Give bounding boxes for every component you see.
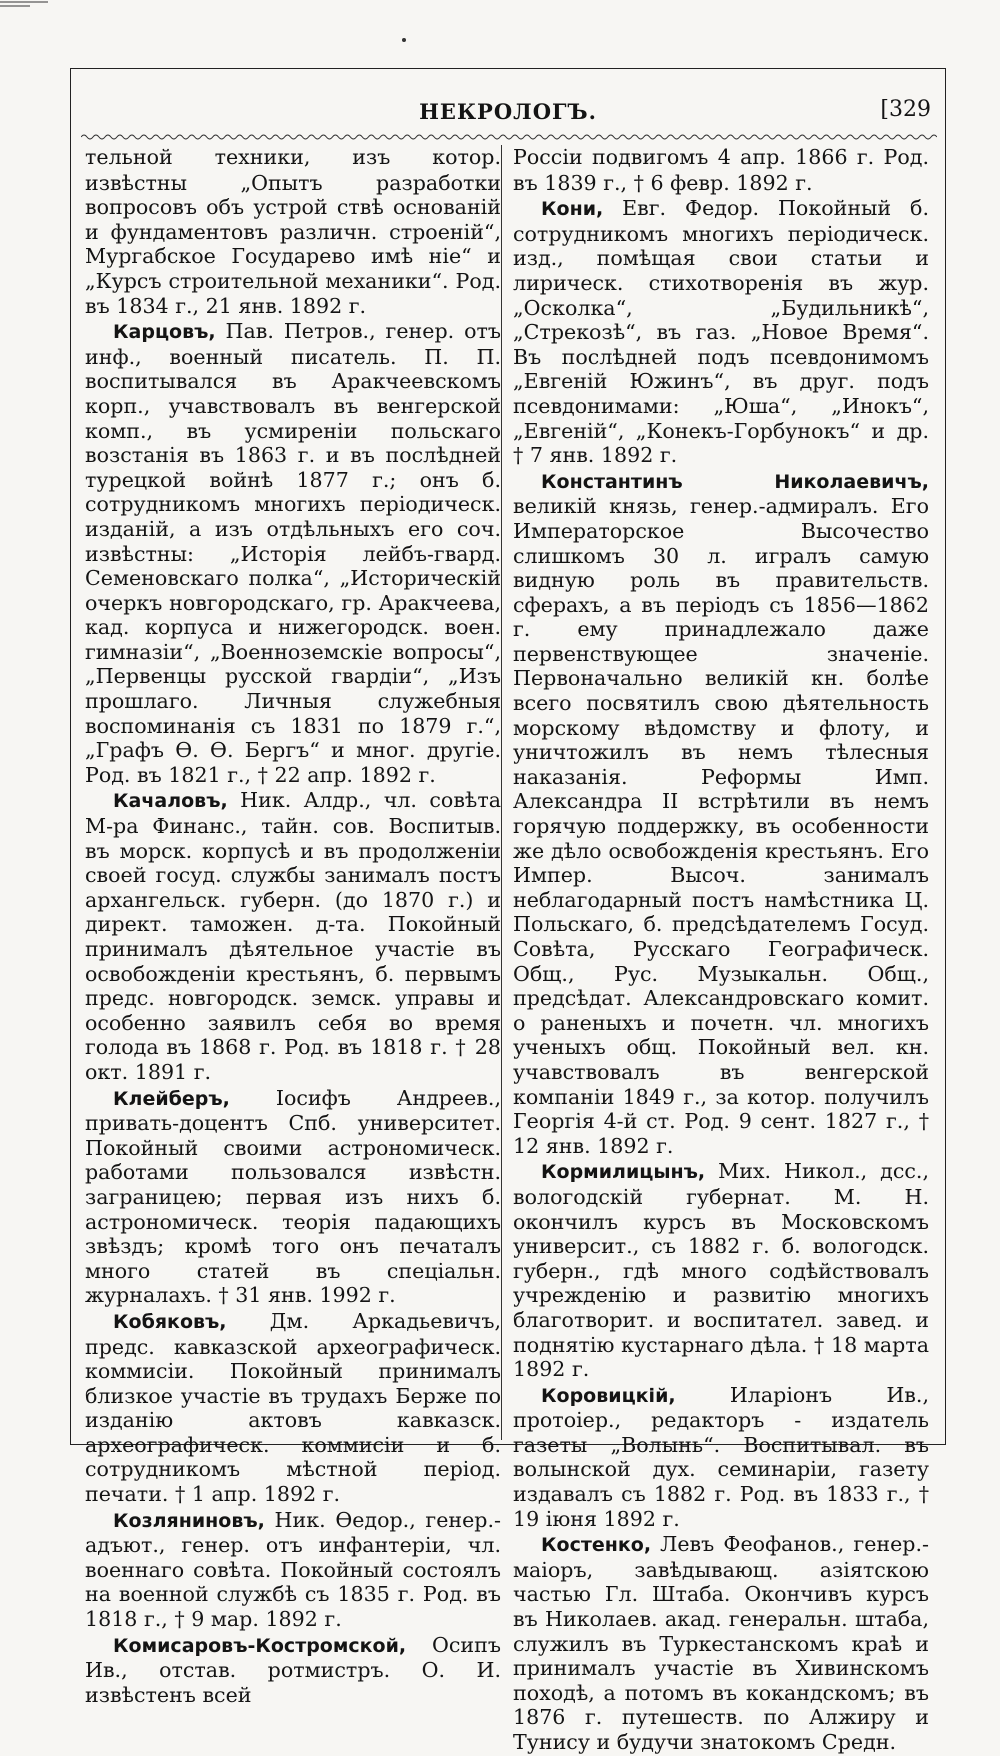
entry	[513, 145, 929, 195]
entry-text: Дм. Аркадьевичъ, предс. кавказской археографическ. коммисіи. Покойный принималъ близкое участіе въ трудахъ Берже по изданію актовъ кавказск. археографическ. коммисіи и б. сотрудникомъ мѣстной період. печати. † 1 апр. 1892 г.	[85, 1308, 501, 1507]
entry	[85, 1633, 501, 1708]
entry	[85, 1086, 501, 1308]
entry	[85, 1309, 501, 1507]
entry-text: Осипъ Ив., отстав. ротмистръ. О. И. извѣстенъ всей	[85, 1632, 501, 1707]
entry	[513, 1159, 929, 1381]
page-frame	[70, 68, 946, 1754]
entry-name: Козляниновъ,	[113, 1509, 265, 1532]
corner-mark-lines	[0, 0, 48, 10]
entry-text: Пав. Петров., генер. отъ инф., военный писатель. П. П. воспитывался въ Аракчеевскомъ корп., учавствовалъ въ венгерской комп., въ усмиреніи польскаго возстанія въ 1863 г. и въ послѣдней турецкой войнѣ 1877 г.; онъ б. сотрудникомъ многихъ періодическ. изданій, а изъ отдѣльныхъ его соч. извѣстны: „Исторія лейбъ-гвард. Семеновскаго полка“, „Историческій очеркъ новгородскаго, гр. Аракчеева, кад. корпуса и нижегородск. воен. гимназіи“, „Военноземскіе вопросы“, „Первенцы русской гвардіи“, „Изъ прошлаго. Личныя служебныя воспоминанія съ 1831 по 1879 г.“, „Графъ Ѳ. Ѳ. Бергъ“ и мног. другіе. Род. въ 1821 г., † 22 апр. 1892 г.	[85, 319, 501, 787]
entry-text: Иларіонъ Ив., протоіер., редакторъ - издатель газеты „Волынь“. Воспитывал. въ волынской дух. семинаріи, газету издавалъ съ 1882 г. Род. въ 1833 г., † 19 іюня 1892 г.	[513, 1382, 929, 1531]
entry	[85, 788, 501, 1084]
entry	[85, 319, 501, 787]
entry	[513, 469, 929, 1159]
entry-name: Костенко,	[541, 1534, 652, 1557]
entry-name: Кони,	[541, 198, 604, 221]
entry-text: Евг. Федор. Покойный б. сотрудникомъ многихъ періодическ. изд., помѣщая свои статьи и лирическ. стихотворенія въ жур. „Осколка“, „Будильникѣ“, „Стрекозѣ“, въ газ. „Новое Время“. Въ послѣдней подъ псевдонимомъ „Евгеній Южинъ“, въ друг. подъ псевдонимами: „Юша“, „Инокъ“, „Евгеній“, „Конекъ-Горбунокъ“ и др. † 7 янв. 1892 г.	[513, 196, 929, 468]
left-column	[85, 145, 501, 1708]
entry	[513, 196, 929, 468]
entry-name: Клейберъ,	[113, 1087, 230, 1110]
entry	[513, 1383, 929, 1532]
entry-name: Константинъ Николаевичъ,	[541, 470, 929, 493]
right-column	[513, 145, 929, 1756]
entry-name: Комисаровъ-Костромской,	[113, 1634, 407, 1657]
entry-text: Ник. Алдр., чл. совѣта М-ра Финанс., тайн. сов. Воспитыв. въ морск. корпусѣ и въ продолженіи своей госуд. службы занималъ постъ архангельск. губерн. (до 1870 г.) и директ. таможен. д-та. Покойный принималъ дѣятельное участіе въ освобожденіи крестьянъ, б. первымъ предс. новгородск. земск. управы и особенно заявилъ себя во время голода въ 1868 г. Род. въ 1818 г. † 28 окт. 1891 г.	[85, 788, 501, 1084]
entry-name: Качаловъ,	[113, 790, 228, 813]
entry-text: Ник. Ѳедор., генер.-адъют., генер. отъ инфантеріи, чл. военнаго совѣта. Покойный состоялъ на военной службѣ съ 1835 г. Род. въ 1818 г., † 9 мар. 1892 г.	[85, 1507, 501, 1632]
entry-name: Кобяковъ,	[113, 1310, 227, 1333]
entry-text: Іосифъ Андреев., привать-доцентъ Спб. университет. Покойный своими астрономическ. работами пользовался извѣстн. заграницею; первая изъ нихъ б. астрономическ. теорія падающихъ звѣздъ; кромѣ того онъ печаталъ много статей въ спеціальн. журналахъ. † 31 янв. 1992 г.	[85, 1085, 501, 1308]
running-title: НЕКРОЛОГЪ.	[419, 99, 597, 124]
entry-text: тельной техники, изъ котор. извѣстны „Опытъ разработки вопросовъ объ устрой ствѣ основаній и фундаментовъ различн. строеній“, Мургабское Государево имѣ ніе“ и „Курсъ строительной механики“. Род. въ 1834 г., 21 янв. 1892 г.	[85, 145, 501, 318]
page-number: [329	[880, 97, 931, 122]
ink-speck	[402, 38, 406, 42]
entry	[513, 1532, 929, 1754]
page-header	[71, 69, 945, 131]
entry	[85, 145, 501, 318]
entry-text: Мих. Никол., дсс., вологодскій губернат. М. Н. окончилъ курсъ въ Московскомъ университ., съ 1882 г. б. вологодск. губерн., гдѣ много содѣйствовалъ учрежденію и развитію многихъ благотворит. и воспитател. завед. и поднятію кустарнаго дѣла. † 18 марта 1892 г.	[513, 1159, 929, 1382]
entry	[85, 1508, 501, 1632]
entry-text: великій князь, генер.-адмиралъ. Его Императорское Высочество слишкомъ 30 л. игралъ самую видную роль въ правительств. сферахъ, а въ періодъ съ 1856—1862 г. ему принадлежало даже первенствующее значеніе. Первоначально великій кн. болѣе всего посвятилъ свою дѣятельность морскому вѣдомству и флоту, и уничтожилъ въ немъ тѣлесныя наказанія. Реформы Имп. Александра II встрѣтили въ немъ горячую поддержку, въ особенности же дѣло освобожденія крестьянъ. Его Импер. Высоч. занималъ неблагодарный постъ намѣстника Ц. Польскаго, б. предсѣдателемъ Госуд. Совѣта, Русскаго Географическ. Общ., Рус. Музыкальн. Общ., предсѣдат. Александровскаго комит. о раненыхъ и почетн. чл. многихъ ученыхъ общ. Покойный вел. кн. учавствовалъ въ венгерской компаніи 1849 г., за котор. получилъ Георгія 4-й ст. Род. 9 сент. 1827 г., † 12 янв. 1892 г.	[513, 494, 929, 1158]
entry-name: Кормилицынъ,	[541, 1161, 706, 1184]
entry-text: Россіи подвигомъ 4 апр. 1866 г. Род. въ 1839 г., † 6 февр. 1892 г.	[513, 145, 929, 195]
entry-name: Карцовъ,	[113, 321, 216, 344]
column-divider	[501, 145, 502, 1440]
wavy-rule	[81, 133, 937, 141]
entry-text: Левъ Феофанов., генер.-маіоръ, завѣдывающ. азіятскою частью Гл. Штаба. Окончивъ курсъ въ Николаев. акад. генеральн. штаба, служилъ въ Туркестанскомъ краѣ и принималъ участіе въ Хивинскомъ походѣ, а потомъ въ кокандскомъ; въ 1876 г. путешеств. по Алжиру и Тунису и будучи знатокомъ Средн.	[513, 1532, 929, 1754]
entry-name: Коровицкій,	[541, 1384, 676, 1407]
